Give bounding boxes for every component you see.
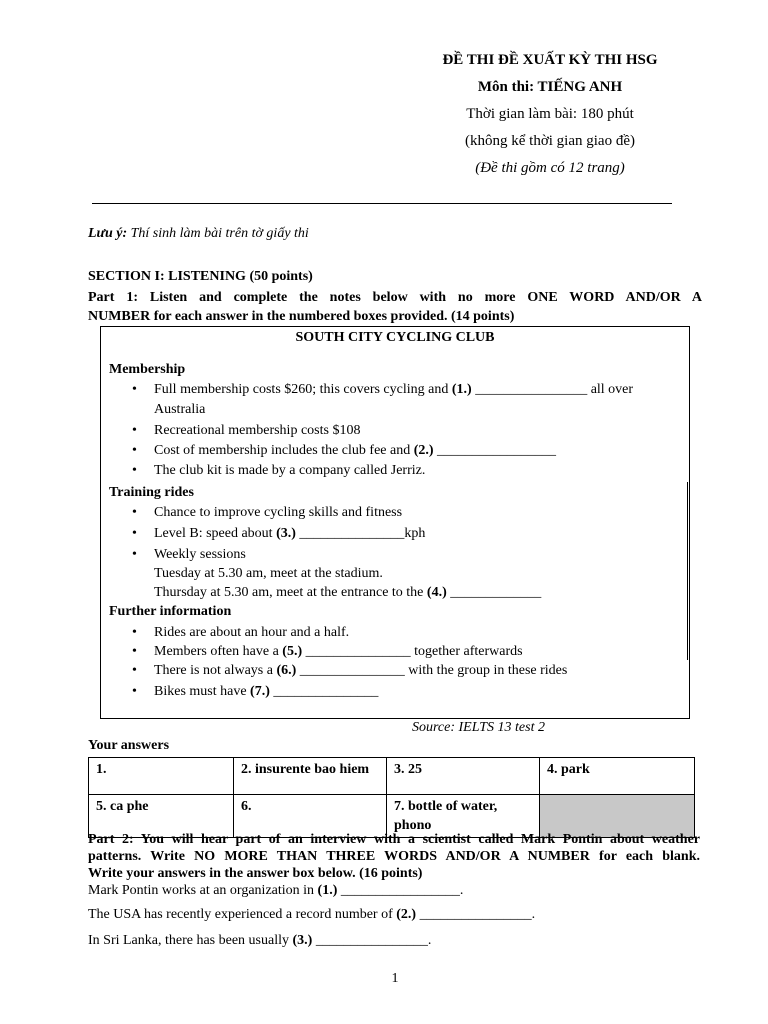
answers-heading: Your answers <box>88 738 170 753</box>
answer-cell-2[interactable]: 2. insurente bao hiem <box>234 758 387 795</box>
answer-blank-3[interactable]: _______________ <box>295 526 405 541</box>
club-title: SOUTH CITY CYCLING CLUB <box>295 330 495 345</box>
exam-duration-note: (không kể thời gian giao đề) <box>465 133 635 149</box>
source-citation: Source: IELTS 13 test 2 <box>412 720 545 735</box>
part2-answer-blank-2[interactable]: ________________. <box>416 907 536 922</box>
answer-blank-2[interactable]: _________________ <box>433 443 557 458</box>
training-item-1: • Chance to improve cycling skills and fitness <box>154 504 402 522</box>
answer-cell-5[interactable]: 5. ca phe <box>89 795 234 838</box>
part2-instruction-line3: Write your answers in the answer box below. (16 points) <box>88 866 423 881</box>
answer-blank-4[interactable]: _____________ <box>446 585 542 600</box>
part2-question-3 <box>88 933 431 949</box>
membership-item-1-text: Full membership costs $260; this covers cycling and <box>154 382 452 397</box>
part2-question-2-number: (2.) <box>396 907 417 922</box>
note-text: Thí sinh làm bài trên tờ giấy thi <box>127 226 309 241</box>
further-item-2 <box>154 643 523 661</box>
training-item-3-thursday <box>154 584 541 602</box>
training-heading: Training rides <box>109 485 194 500</box>
note-label: Lưu ý: <box>88 226 128 241</box>
question-3-number: (3.) <box>276 526 296 541</box>
training-item-3-thursday-text: Thursday at 5.30 am, meet at the entrance to the <box>154 585 427 600</box>
membership-item-1-cont: Australia <box>154 402 206 417</box>
answer-cell-3[interactable]: 3. 25 <box>387 758 540 795</box>
training-item-3-tuesday: Tuesday at 5.30 am, meet at the stadium. <box>154 566 383 581</box>
answer-cell-6[interactable]: 6. <box>234 795 387 838</box>
training-item-2-unit: kph <box>404 526 426 541</box>
part2-question-2 <box>88 907 535 923</box>
part1-instruction-line1: Part 1: Listen and complete the notes below with no more ONE WORD AND/OR A <box>88 290 702 305</box>
membership-item-2: • Recreational membership costs $108 <box>154 422 360 440</box>
training-item-2-text: Level B: speed about <box>154 526 277 541</box>
page-number: 1 <box>391 971 399 986</box>
membership-heading: Membership <box>109 362 186 377</box>
question-4-number: (4.) <box>426 585 447 600</box>
further-item-1: • Rides are about an hour and a half. <box>154 624 349 642</box>
further-item-2-text: Members often have a <box>154 644 283 659</box>
answer-blank-6[interactable]: _______________ <box>296 663 409 678</box>
question-7-number: (7.) <box>250 684 270 699</box>
training-item-2 <box>154 525 425 543</box>
question-6-number: (6.) <box>276 663 297 678</box>
part2-instruction-line1: Part 2: You will hear part of an interview with a scientist called Mark Pontin about weather <box>88 832 700 847</box>
part1-instruction-line2: NUMBER for each answer in the numbered boxes provided. (14 points) <box>88 309 515 324</box>
further-heading: Further information <box>109 604 232 619</box>
part2-question-2-text: The USA has recently experienced a record number of <box>88 907 397 922</box>
membership-item-3 <box>154 442 556 460</box>
part2-question-1-text: Mark Pontin works at an organization in <box>88 883 318 898</box>
answer-cell-4[interactable]: 4. park <box>540 758 695 795</box>
answer-cell-1[interactable]: 1. <box>89 758 234 795</box>
training-item-3: • Weekly sessions <box>154 546 246 564</box>
part2-answer-blank-1[interactable]: _________________. <box>337 883 464 898</box>
part2-answer-blank-3[interactable]: ________________. <box>312 933 432 948</box>
answer-blank-1[interactable]: ________________ <box>471 382 591 397</box>
membership-item-1-tail: all over <box>590 382 634 397</box>
exam-title: ĐỀ THI ĐỀ XUẤT KỲ THI HSG <box>442 52 658 68</box>
notes-box <box>100 326 690 719</box>
part2-question-1 <box>88 883 463 899</box>
part2-instruction-line2: patterns. Write NO MORE THAN THREE WORDS AND/OR A NUMBER for each blank. <box>88 849 700 864</box>
answers-table <box>88 757 695 838</box>
further-item-3 <box>154 662 567 680</box>
question-5-number: (5.) <box>282 644 303 659</box>
question-1-number: (1.) <box>451 382 472 397</box>
membership-item-3-text: Cost of membership includes the club fee and <box>154 443 414 458</box>
header-divider <box>92 203 672 204</box>
further-item-4-text: Bikes must have <box>154 684 251 699</box>
part2-question-1-number: (1.) <box>317 883 338 898</box>
candidate-note <box>88 226 309 242</box>
part2-question-3-text: In Sri Lanka, there has been usually <box>88 933 293 948</box>
answer-blank-5[interactable]: _______________ <box>302 644 415 659</box>
further-item-2-tail: together afterwards <box>414 644 523 659</box>
answer-blank-7[interactable]: _______________ <box>269 684 379 699</box>
section-title: SECTION I: LISTENING (50 points) <box>88 269 313 284</box>
part2-question-3-number: (3.) <box>292 933 313 948</box>
box-edge-mark <box>687 482 688 660</box>
further-item-3-text: There is not always a <box>154 663 277 678</box>
exam-subject: Môn thi: TIẾNG ANH <box>477 79 623 95</box>
question-2-number: (2.) <box>413 443 434 458</box>
further-item-3-tail: with the group in these rides <box>408 663 568 678</box>
exam-duration: Thời gian làm bài: 180 phút <box>466 106 634 122</box>
membership-item-4: • The club kit is made by a company called Jerriz. <box>154 462 425 480</box>
further-item-4 <box>154 683 378 701</box>
table-row <box>89 758 695 795</box>
answer-cell-7[interactable]: 7. bottle of water, phono <box>387 795 540 838</box>
exam-page-count: (Đề thi gồm có 12 trang) <box>475 160 625 176</box>
membership-item-1 <box>154 381 633 399</box>
